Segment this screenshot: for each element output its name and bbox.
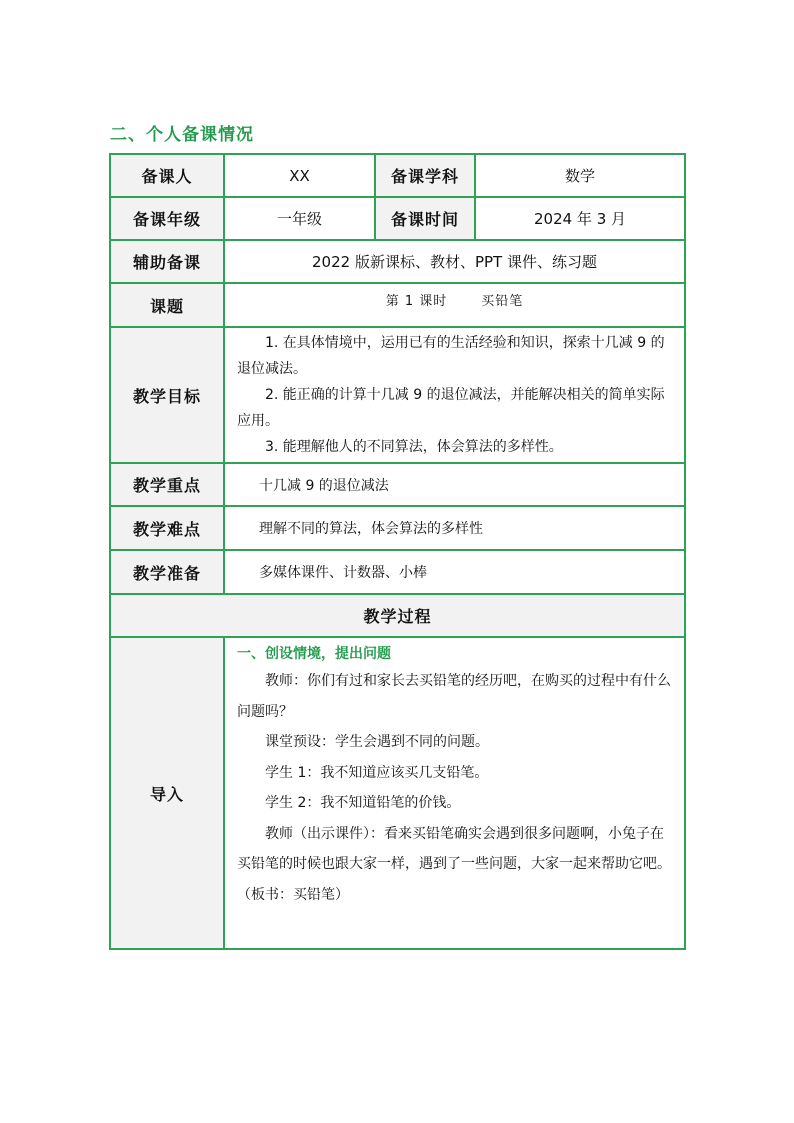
intro-label: 导入 [110,637,224,949]
grade-value: 一年级 [224,197,375,240]
row-goals [110,327,685,463]
row-key [110,463,685,506]
row-topic [110,283,685,327]
intro-paragraph: 学生 1：我不知道应该买几支铅笔。 [265,764,489,781]
intro-paragraph: 学生 2：我不知道铅笔的价钱。 [265,795,461,811]
prep-label: 教学准备 [110,550,224,594]
intro-paragraph: 教师：你们有过和家长去买铅笔的经历吧，在购买的过程中有什么问题吗？ [237,673,671,720]
goal-item: 3. 能理解他人的不同算法，体会算法的多样性。 [265,439,563,455]
preparer-label: 备课人 [110,154,224,197]
process-header: 教学过程 [110,594,685,637]
goals-label: 教学目标 [110,327,224,463]
subject-value: 数学 [475,154,685,197]
section-title: 二、个人备课情况 [110,125,254,145]
row-grade [110,197,685,240]
row-process-header [110,594,685,637]
row-difficulty [110,506,685,550]
goals-list [224,327,685,463]
row-prep [110,550,685,594]
preparer-value: XX [224,154,375,197]
topic-name: 买铅笔 [481,294,524,309]
aux-label: 辅助备课 [110,240,224,283]
row-intro [110,637,685,949]
topic-label: 课题 [110,283,224,327]
aux-value: 2022 版新课标、教材、PPT 课件、练习题 [224,240,685,283]
prep-value: 多媒体课件、计数器、小棒 [224,550,685,594]
intro-content [224,637,685,949]
goal-item: 2. 能正确的计算十几减 9 的退位减法，并能解决相关的简单实际应用。 [237,387,665,429]
subject-label: 备课学科 [375,154,475,197]
row-preparer [110,154,685,197]
goal-item: 1. 在具体情境中，运用已有的生活经验和知识，探索十几减 9 的退位减法。 [237,335,665,377]
topic-lesson: 第 1 课时 [385,294,448,309]
time-value: 2024 年 3 月 [475,197,685,240]
row-aux [110,240,685,283]
grade-label: 备课年级 [110,197,224,240]
intro-paragraph: 教师（出示课件）：看来买铅笔确实会遇到很多问题啊，小兔子在买铅笔的时候也跟大家一样，遇到了一些问题，大家一起来帮助它吧。（板书：买铅笔） [237,825,671,903]
key-label: 教学重点 [110,463,224,506]
time-label: 备课时间 [375,197,475,240]
intro-paragraph: 课堂预设：学生会遇到不同的问题。 [265,734,489,750]
topic-value [224,283,685,327]
intro-subheading: 一、创设情境，提出问题 [237,646,391,662]
key-value: 十几减 9 的退位减法 [224,463,685,506]
difficulty-value: 理解不同的算法，体会算法的多样性 [224,506,685,550]
lesson-plan-table [109,153,686,950]
difficulty-label: 教学难点 [110,506,224,550]
